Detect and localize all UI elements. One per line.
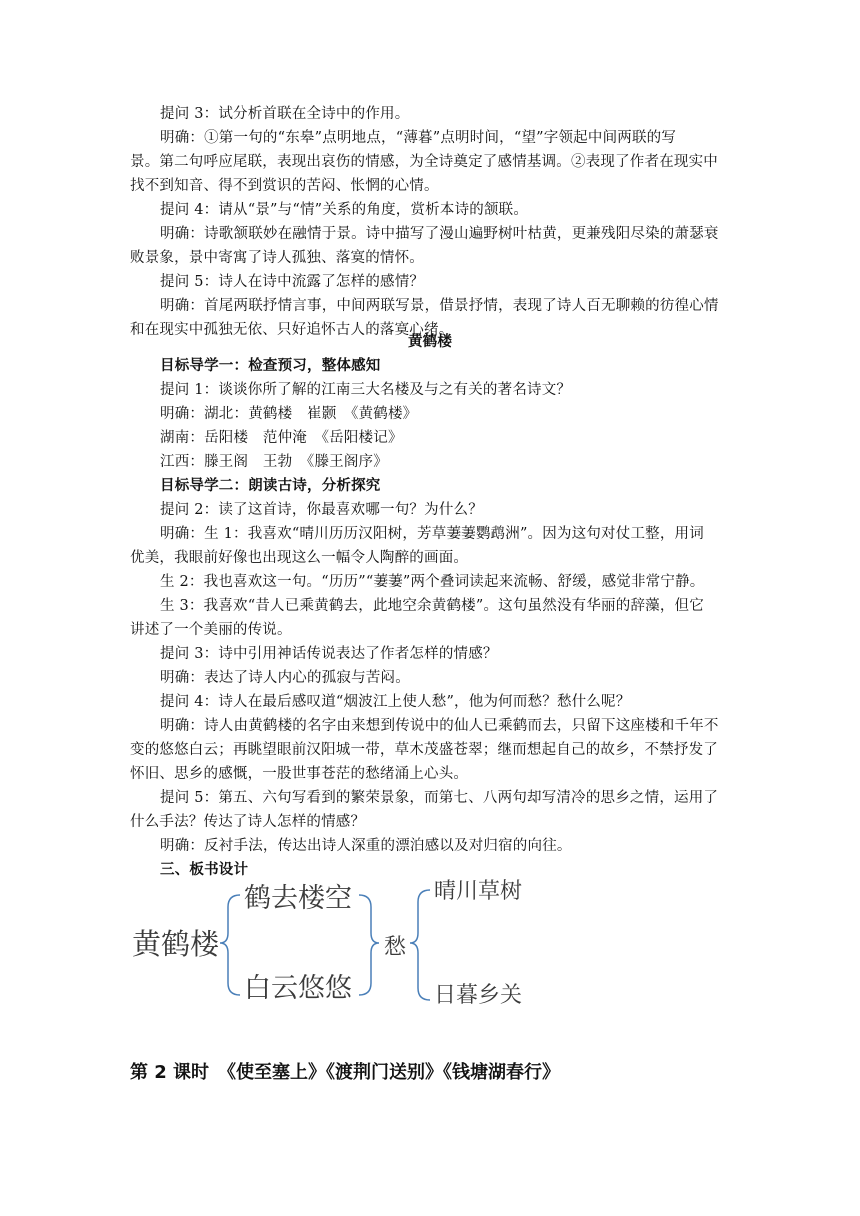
question-3-title: 提问 3：试分析首联在全诗中的作用。	[160, 106, 410, 122]
section-heading: 三、板书设计	[160, 862, 249, 878]
answer-line: 明确：湖北：黄鹤楼 崔颢 《黄鹤楼》	[160, 406, 418, 422]
answer-line: 明确：表达了诗人内心的孤寂与苦闷。	[160, 670, 410, 686]
question-5-title: 提问 5：第五、六句写看到的繁荣景象，而第七、八两句却写清冷的思乡之情，运用了	[160, 790, 719, 806]
answer-line: 和在现实中孤独无依、只好追怀古人的落寞心绪。	[130, 322, 454, 338]
answer-line: 明确：诗歌颔联妙在融情于景。诗中描写了漫山遍野树叶枯黄，更兼残阳尽染的萧瑟衰	[160, 226, 719, 242]
question-4-title: 提问 4：诗人在最后感叹道“烟波江上使人愁”，他为何而愁？愁什么呢？	[160, 694, 631, 710]
answer-line: 优美，我眼前好像也出现这么一幅令人陶醉的画面。	[130, 550, 469, 566]
answer-line: 败景象，景中寄寓了诗人孤独、落寞的情怀。	[130, 250, 424, 266]
diagram-leaf-bottom: 日暮乡关	[434, 983, 523, 1008]
diagram-leaf-top: 晴川草树	[434, 879, 523, 904]
section-heading: 目标导学二：朗读古诗，分析探究	[160, 478, 381, 494]
answer-line: 什么手法？传达了诗人怎样的情感？	[130, 814, 366, 830]
section-title: 黄鹤楼	[407, 334, 453, 350]
board-design-diagram	[128, 870, 548, 1020]
answer-line: 生 2：我也喜欢这一句。“历历”“萋萋”两个叠词读起来流畅、舒缓，感觉非常宁静。	[160, 574, 705, 590]
question-1-title: 提问 1：谈谈你所了解的江南三大名楼及与之有关的著名诗文？	[160, 382, 572, 398]
lesson-heading: 第 2 课时 《使至塞上》《渡荆门送别》《钱塘湖春行》	[130, 1062, 561, 1083]
answer-line: 明确：首尾两联抒情言事，中间两联写景，借景抒情，表现了诗人百无聊赖的彷徨心情	[160, 298, 719, 314]
left-bracket	[220, 895, 240, 995]
answer-line: 明确：生 1：我喜欢“晴川历历汉阳树，芳草萋萋鹦鹉洲”。因为这句对仗工整，用词	[160, 526, 704, 542]
answer-line: 景。第二句呼应尾联，表现出哀伤的情感，为全诗奠定了感情基调。②表现了作者在现实中	[130, 154, 718, 170]
diagram-branch-top: 鹤去楼空	[244, 883, 352, 914]
answer-line: 讲述了一个美丽的传说。	[130, 622, 292, 638]
answer-line: 明确：反衬手法，传达出诗人深重的漂泊感以及对归宿的向往。	[160, 838, 572, 854]
answer-line: 生 3：我喜欢“昔人已乘黄鹤去，此地空余黄鹤楼”。这句虽然没有华丽的辞藻，但它	[160, 598, 704, 614]
question-2-title: 提问 2：读了这首诗，你最喜欢哪一句？为什么？	[160, 502, 483, 518]
middle-bracket	[359, 895, 379, 995]
diagram-root: 黄鹤楼	[132, 927, 220, 961]
answer-line: 找不到知音、得不到赏识的苦闷、怅惘的心情。	[130, 178, 439, 194]
answer-line: 湖南：岳阳楼 范仲淹 《岳阳楼记》	[160, 430, 403, 446]
answer-line: 怀旧、思乡的感慨，一股世事苍茫的愁绪涌上心头。	[130, 766, 469, 782]
answer-line: 变的悠悠白云；再眺望眼前汉阳城一带，草木茂盛苍翠；继而想起自己的故乡，不禁抒发了	[130, 742, 718, 758]
question-3-title: 提问 3：诗中引用神话传说表达了作者怎样的情感？	[160, 646, 498, 662]
answer-line: 明确：诗人由黄鹤楼的名字由来想到传说中的仙人已乘鹤而去，只留下这座楼和千年不	[160, 718, 719, 734]
answer-line: 江西：滕王阁 王勃 《滕王阁序》	[160, 454, 388, 470]
answer-line: 明确：①第一句的“东皋”点明地点，“薄暮”点明时间，“望”字领起中间两联的写	[160, 130, 677, 146]
question-4-title: 提问 4：请从“景”与“情”关系的角度，赏析本诗的颔联。	[160, 202, 529, 218]
diagram-branch-bottom: 白云悠悠	[244, 973, 352, 1004]
question-5-title: 提问 5：诗人在诗中流露了怎样的感情？	[160, 274, 425, 290]
diagram-middle: 愁	[384, 935, 407, 960]
section-heading: 目标导学一：检查预习，整体感知	[160, 358, 381, 374]
right-bracket	[410, 890, 430, 1000]
